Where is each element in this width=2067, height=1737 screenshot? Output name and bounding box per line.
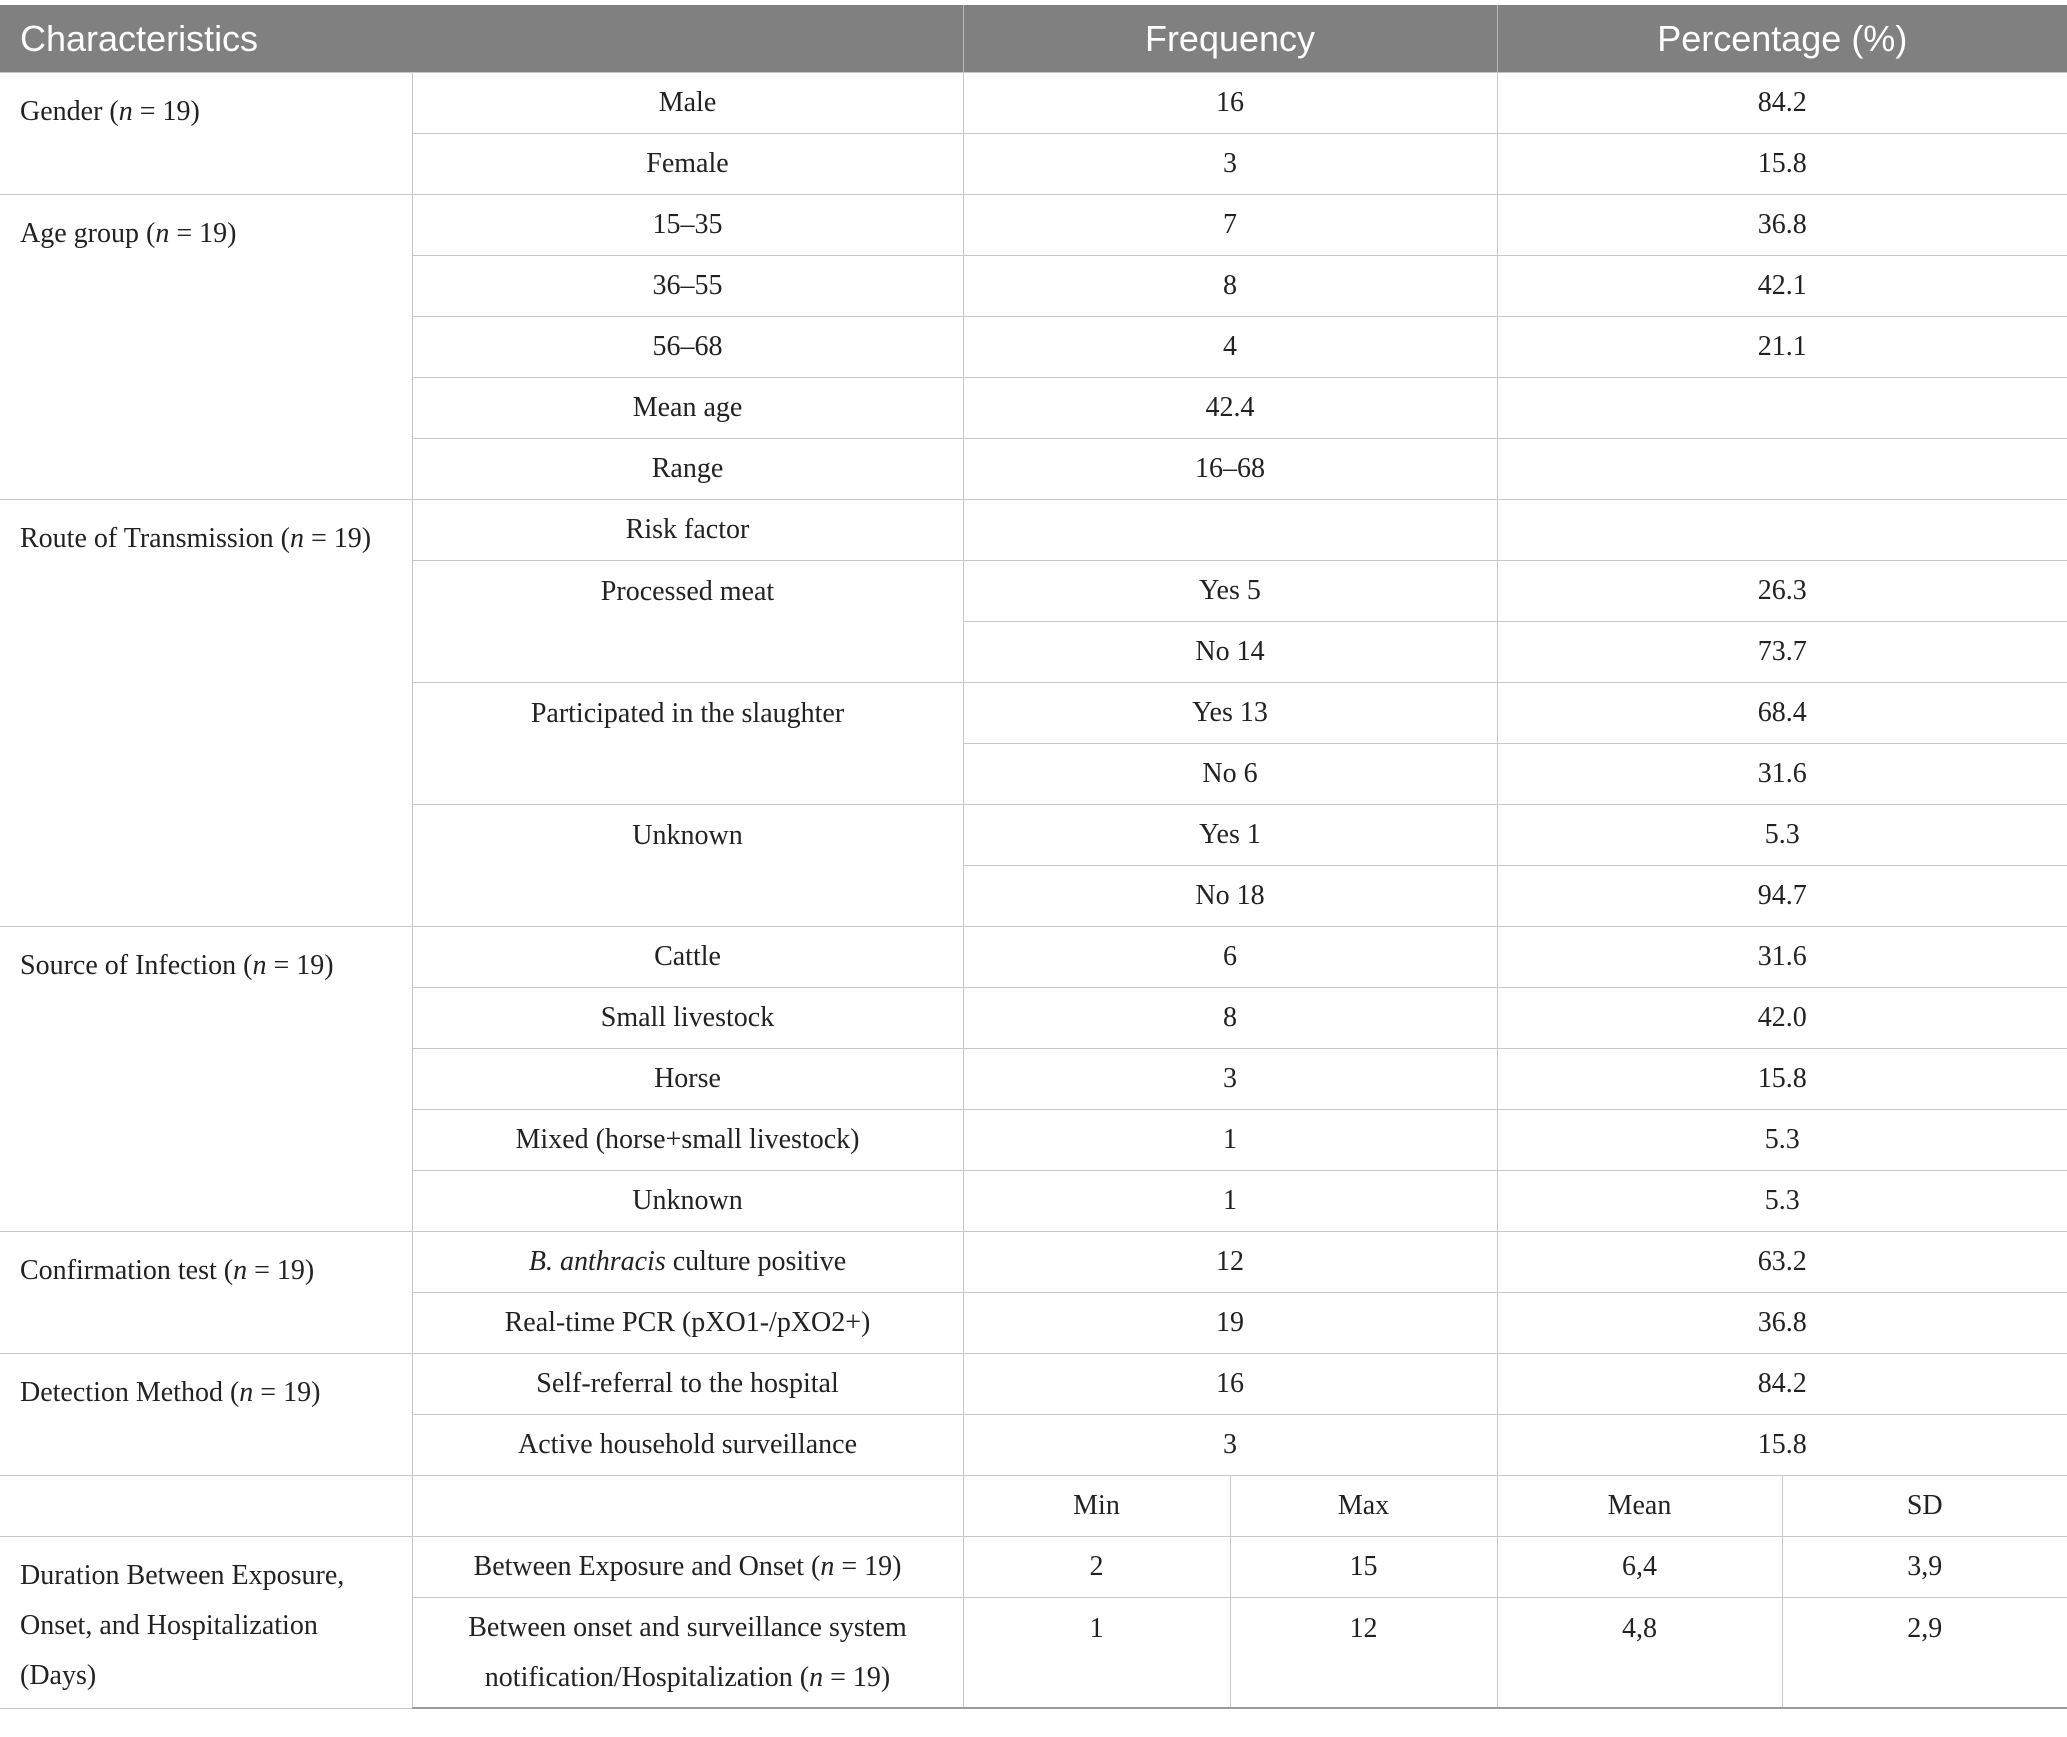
header-frequency: Frequency [963,5,1497,73]
percentage-cell: 36.8 [1497,1293,2067,1354]
percentage-cell [1497,500,2067,561]
item-cell: Cattle [412,927,963,988]
table-row [0,500,2067,561]
percentage-cell: 15.8 [1497,1049,2067,1110]
percentage-cell: 5.3 [1497,1171,2067,1232]
category-label: Detection Method [20,1377,223,1408]
item-cell: 56–68 [412,317,963,378]
max-header: Max [1230,1476,1497,1537]
item-cell: Range [412,439,963,500]
frequency-cell: 19 [963,1293,1497,1354]
percentage-cell [1497,439,2067,500]
item-cell: Real-time PCR (pXO1-/pXO2+) [412,1293,963,1354]
item-cell: Active household surveillance [412,1415,963,1476]
item-cell: Small livestock [412,988,963,1049]
n-value: = 19) [253,1377,321,1408]
n-symbol: n [118,96,133,127]
category-detection-method: Detection Method (n = 19) [0,1354,412,1476]
percentage-cell [1497,378,2067,439]
category-label: Source of Infection [20,950,237,981]
percentage-cell: 94.7 [1497,866,2067,927]
item-cell [412,1537,963,1598]
category-source-of-infection: Source of Infection (n = 19) [0,927,412,1232]
category-confirmation-test: Confirmation test (n = 19) [0,1232,412,1354]
n-value: = 19) [247,1255,315,1286]
table-row [0,1537,2067,1598]
frequency-cell: 12 [963,1232,1497,1293]
category-label: Route of Transmission [20,523,274,554]
frequency-cell: Yes 1 [963,805,1497,866]
item-cell [412,1232,963,1293]
n-value: = 19) [169,218,237,249]
characteristics-table [0,5,2067,1709]
table-row [0,1232,2067,1293]
sd-header: SD [1782,1476,2067,1537]
item-cell: Unknown [412,1171,963,1232]
percentage-cell: 68.4 [1497,683,2067,744]
percentage-cell: 15.8 [1497,134,2067,195]
mean-cell: 4,8 [1497,1598,1782,1709]
n-symbol: n [233,1255,248,1286]
item-cell: Male [412,73,963,134]
percentage-cell: 26.3 [1497,561,2067,622]
frequency-cell: 42.4 [963,378,1497,439]
item-cell: 15–35 [412,195,963,256]
percentage-cell: 36.8 [1497,195,2067,256]
percentage-cell: 5.3 [1497,805,2067,866]
frequency-cell: No 18 [963,866,1497,927]
table-row [0,1354,2067,1415]
min-cell: 1 [963,1598,1230,1709]
n-value: = 19) [303,523,372,554]
n-symbol: n [239,1377,254,1408]
empty-cell [0,1476,412,1537]
category-label: Confirmation test [20,1255,217,1286]
item-cell: 36–55 [412,256,963,317]
frequency-cell: 3 [963,134,1497,195]
item-cell [412,1598,963,1709]
n-value: = 19) [266,950,334,981]
frequency-cell: 1 [963,1110,1497,1171]
item-cell: Horse [412,1049,963,1110]
item-cell: Processed meat [412,561,963,683]
percentage-cell: 21.1 [1497,317,2067,378]
category-age-group: Age group (n = 19) [0,195,412,500]
sd-cell: 3,9 [1782,1537,2067,1598]
item-cell: Mixed (horse+small livestock) [412,1110,963,1171]
item-cell: Participated in the slaughter [412,683,963,805]
percentage-cell: 31.6 [1497,927,2067,988]
frequency-cell: 3 [963,1049,1497,1110]
characteristics-table-container [0,5,2067,1709]
culture-label: culture positive [665,1246,847,1278]
max-cell: 15 [1230,1537,1497,1598]
percentage-cell: 5.3 [1497,1110,2067,1171]
percentage-cell: 63.2 [1497,1232,2067,1293]
n-symbol: n [252,950,267,981]
n-symbol: n [820,1551,835,1583]
item-cell: Mean age [412,378,963,439]
n-symbol: n [809,1661,824,1693]
percentage-cell: 84.2 [1497,73,2067,134]
item-cell: Female [412,134,963,195]
table-row [0,195,2067,256]
category-gender: Gender (n = 19) [0,73,412,195]
empty-cell [412,1476,963,1537]
frequency-cell: 4 [963,317,1497,378]
duration-item-label: Between Exposure and Onset ( [473,1551,821,1583]
frequency-cell: Yes 13 [963,683,1497,744]
table-header-row [0,5,2067,73]
n-symbol: n [289,523,304,554]
table-row [0,73,2067,134]
max-cell: 12 [1230,1598,1497,1709]
category-label: Age group [20,218,139,249]
mean-header: Mean [1497,1476,1782,1537]
percentage-cell: 42.1 [1497,256,2067,317]
item-cell: Risk factor [412,500,963,561]
category-route-of-transmission: Route of Transmission (n = 19) [0,500,412,927]
mean-cell: 6,4 [1497,1537,1782,1598]
min-cell: 2 [963,1537,1230,1598]
percentage-cell: 84.2 [1497,1354,2067,1415]
n-value: = 19) [823,1661,891,1693]
frequency-cell: No 6 [963,744,1497,805]
header-percentage: Percentage (%) [1497,5,2067,73]
frequency-cell: 16–68 [963,439,1497,500]
category-duration: Duration Between Exposure, Onset, and Hospitalization (Days) [0,1537,412,1709]
frequency-cell: 7 [963,195,1497,256]
frequency-cell: No 14 [963,622,1497,683]
item-cell: Self-referral to the hospital [412,1354,963,1415]
n-value: = 19) [834,1551,902,1583]
percentage-cell: 31.6 [1497,744,2067,805]
frequency-cell: 8 [963,256,1497,317]
percentage-cell: 73.7 [1497,622,2067,683]
frequency-cell: 8 [963,988,1497,1049]
n-symbol: n [155,218,170,249]
frequency-cell: 16 [963,1354,1497,1415]
table-row [0,927,2067,988]
stats-header-row [0,1476,2067,1537]
frequency-cell: Yes 5 [963,561,1497,622]
category-label: Gender [20,96,103,127]
frequency-cell: 3 [963,1415,1497,1476]
header-characteristics: Characteristics [0,5,963,73]
sd-cell: 2,9 [1782,1598,2067,1709]
frequency-cell [963,500,1497,561]
percentage-cell: 15.8 [1497,1415,2067,1476]
frequency-cell: 6 [963,927,1497,988]
duration-item-label: Between onset and surveillance system notification/Hospitalization ( [468,1611,907,1693]
percentage-cell: 42.0 [1497,988,2067,1049]
frequency-cell: 1 [963,1171,1497,1232]
item-cell: Unknown [412,805,963,927]
min-header: Min [963,1476,1230,1537]
n-value: = 19) [132,96,200,127]
species-name: B. anthracis [528,1246,666,1278]
frequency-cell: 16 [963,73,1497,134]
